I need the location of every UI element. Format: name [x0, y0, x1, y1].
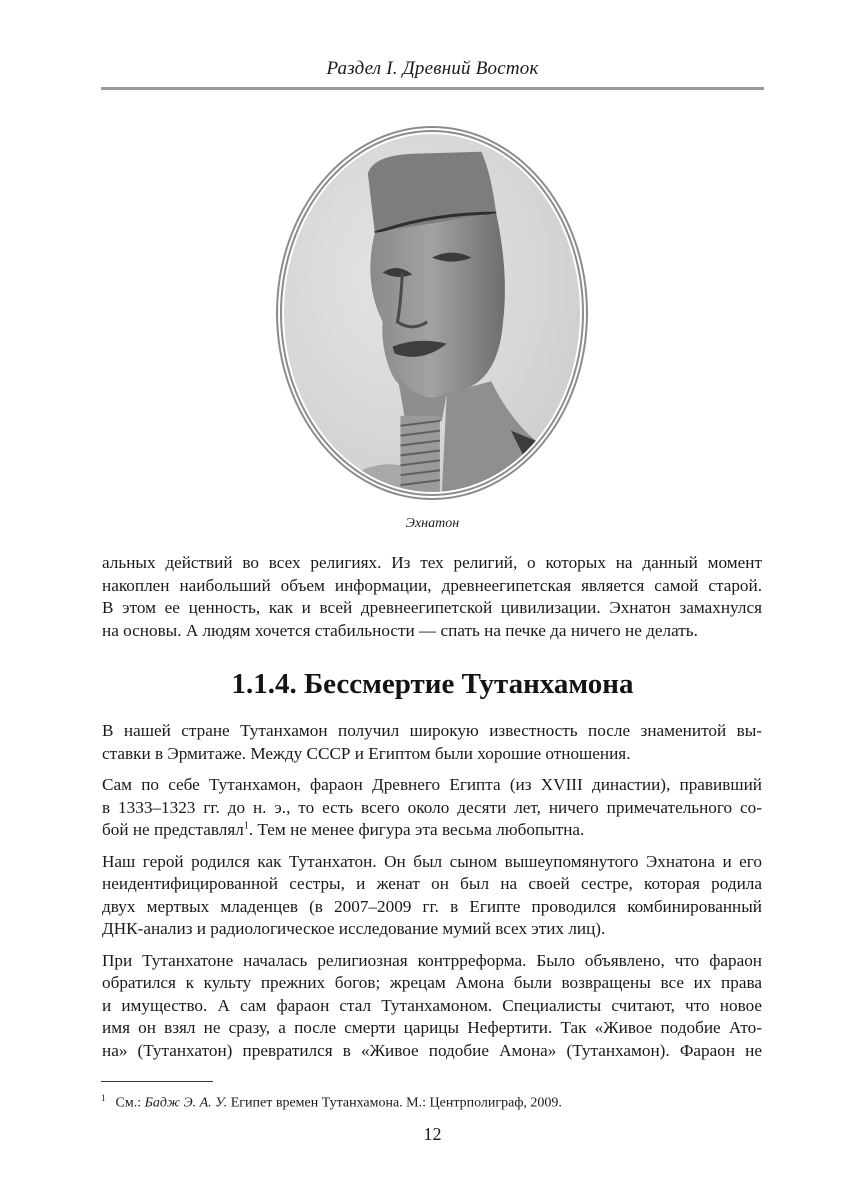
footnote-prefix: См.: [115, 1095, 145, 1111]
text-line: В этом ее ценность, как и всей древнеегипетской цивилизации. Эхнатон замахнулся [102, 598, 762, 617]
intro-paragraph [102, 552, 762, 642]
text-line: накоплен наибольший объем информации, древнеегипетская является самой старой. [102, 575, 762, 595]
text-line: имя он взял не сразу, а после смерти царицы Нефертити. Так «Живое подобие Ато- [102, 1018, 762, 1037]
text-line: в 1333–1323 гг. до н. э., то есть всего около десяти лет, ничего примечательного со- [102, 797, 762, 817]
text-line: на основы. А людям хочется стабильности — спать на печке да ничего не делать. [102, 620, 698, 640]
text-line: В нашей стране Тутанхамон получил широкую известность после знаменитой вы- [102, 721, 762, 740]
footnote [101, 1093, 562, 1112]
paragraph [102, 851, 762, 941]
bust-illustration-icon [284, 134, 580, 492]
text-line: на» (Тутанхатон) превратился в «Живое подобие Амона» (Тутанхамон). Фараон не [102, 1040, 762, 1060]
footnote-reference[interactable]: 1 [243, 820, 249, 832]
text-line: двух мертвых младенцев (в 2007–2009 гг. в Египте проводился комбинированный [102, 896, 762, 916]
figure-caption: Эхнатон [405, 516, 460, 531]
page-number: 12 [423, 1124, 442, 1144]
footnote-divider [101, 1081, 213, 1082]
footnote-author: Бадж Э. А. У. [144, 1095, 228, 1111]
text-line: неидентифицированной сестры, и женат он был на своей сестре, которая родила [102, 874, 762, 893]
section-body [102, 720, 762, 1062]
running-head: Раздел I. Древний Восток [326, 58, 539, 79]
footnote-number: 1 [101, 1093, 106, 1103]
text-line: Наш герой родился как Тутанхатон. Он был сыном вышеупомянутого Эхнатона и его [102, 851, 762, 871]
text-line: ставки в Эрмитаже. Между СССР и Египтом были хорошие отношения. [102, 743, 631, 763]
header-divider [101, 87, 764, 90]
text-line-with-footnote [102, 819, 762, 842]
text-line: При Тутанхатоне началась религиозная контрреформа. Было объявлено, что фараон [102, 950, 762, 970]
text-line: ДНК-анализ и радиологическое исследование мумий всех этих лиц). [102, 919, 606, 938]
portrait-oval-frame [276, 126, 588, 500]
portrait-inner-ring [280, 130, 584, 496]
paragraph [102, 720, 762, 765]
text-line: и имущество. А сам фараон стал Тутанхамоном. Специалисты считают, что новое [102, 995, 762, 1015]
text-line: Сам по себе Тутанхамон, фараон Древнего Египта (из XVIII династии), правивший [102, 775, 762, 794]
text-line: обратился к культу прежних богов; жрецам Амона были возвращены все их права [102, 973, 762, 992]
paragraph [102, 950, 762, 1063]
section-heading: 1.1.4. Бессмертие Тутанхамона [231, 668, 634, 700]
text-line: альных действий во всех религиях. Из тех религий, о которых на данный момент [102, 553, 762, 572]
footnote-citation: Египет времен Тутанхамона. М.: Центрполиграф, 2009. [227, 1095, 562, 1111]
paragraph [102, 774, 762, 842]
text-fragment: бой не представлял [102, 820, 244, 839]
akhenaten-portrait-image [284, 134, 580, 492]
text-fragment: . Тем не менее фигура эта весьма любопытна. [248, 820, 585, 839]
